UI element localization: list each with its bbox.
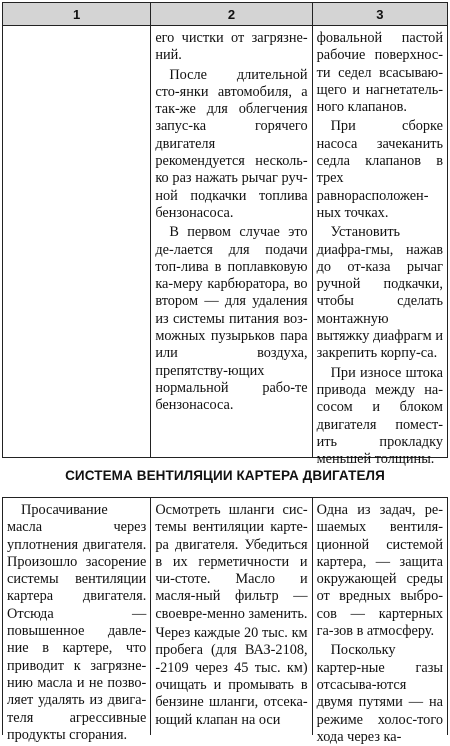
- cell-symptom: [3, 498, 151, 743]
- table-header-row: [2, 2, 448, 26]
- cell-symptom-empty: [3, 26, 151, 457]
- text-paragraph: Просачивание масла через уплотнения двигателя. Произошло засорение системы вентиляции картера двигателя. Отсюда — повышенное давле-ние в картере, что приводит к загрязне-нию масла и не позво-ляет удалять из двига-теля агрессивные продукты сгорания.: [7, 502, 147, 743]
- column-header-1: 1: [3, 3, 151, 25]
- text-paragraph: фовальной пастой рабочие поверхнос-ти седел всасываю-щего и нагнетатель-ного клапанов.: [316, 30, 443, 116]
- text-paragraph: Установить диафра-гмы, нажав до от-каза рычаг ручной подкачки, чтобы сделать монтажную вытяжку диафрагм и закрепить корпу-са.: [316, 224, 443, 362]
- cell-remedy: [151, 498, 312, 735]
- cell-note: [313, 498, 447, 745]
- text-paragraph: При износе штока привода между на-сосом и блоком двигателя помест-ить прокладку меньшей толщины.: [316, 364, 443, 468]
- text-paragraph: После длительной сто-янки автомобиля, а так-же для облегчения запус-ка горячего двигателя рекомендуется несколь-ко раз нажать рычаг руч-ной подкачки топлива бензонасоса.: [155, 66, 308, 221]
- column-header-2: 2: [151, 3, 312, 25]
- text-paragraph: В первом случае это де-лается для подачи топ-лива в поплавковую ка-меру карбюратора, во втором — для удаления из системы питания воз-можных пузырьков пара или воздуха, препятству-ющих нормальной рабо-те бензонасоса.: [155, 224, 308, 414]
- section-heading: СИСТЕМА ВЕНТИЛЯЦИИ КАРТЕРА ДВИГАТЕЛЯ: [65, 468, 385, 483]
- table-row-crankcase-ventilation: [2, 497, 448, 745]
- column-header-3: 3: [376, 6, 384, 22]
- text-paragraph: Через каждые 20 тыс. км пробега (для ВАЗ-2108, -2109 через 45 тыс. км) очищать и промывать в бензине шланги, отсека-ющий клапан на оси: [155, 625, 308, 728]
- text-paragraph: Поскольку картер-ные газы отсасыва-ются двумя путями — на режиме холос-того хода через ка-: [316, 642, 443, 745]
- cell-remedy: [151, 26, 312, 457]
- text-paragraph: его чистки от загрязне-ний.: [155, 30, 308, 64]
- text-paragraph: При сборке насоса зачеканить седла клапанов в трех равнорасположен-ных точках.: [316, 118, 443, 221]
- text-paragraph: Осмотреть шланги сис-темы вентиляции карте-ра двигателя. Убедиться в их герметичности и чи-стоте. Масло и масля-ный фильтр — своевре-менно заменить.: [155, 502, 308, 622]
- table-row-fuel-pump: [2, 26, 448, 468]
- text-paragraph: Одна из задач, ре-шаемых вентиля-ционной системой картера, — защита окружающей среды от вредных выбро-сов — картерных га-зов в атмосферу.: [316, 502, 443, 640]
- cell-note: [313, 26, 447, 468]
